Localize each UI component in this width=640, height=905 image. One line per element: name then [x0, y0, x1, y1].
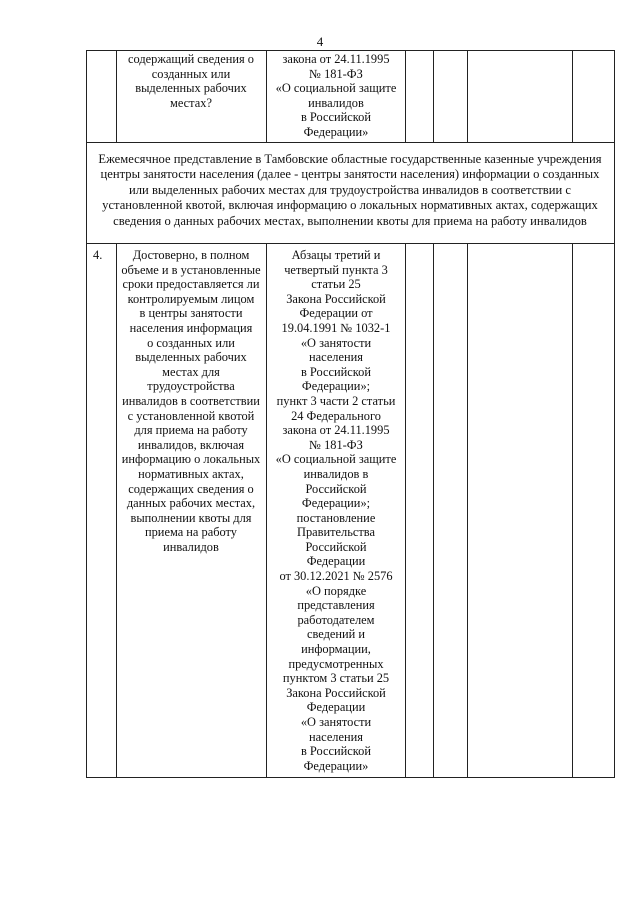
table-border: [614, 50, 615, 142]
row-number: 4.: [93, 248, 103, 262]
table-border: [116, 243, 117, 778]
table-border: [572, 50, 573, 142]
table-border: [572, 243, 573, 778]
table-border: [86, 243, 615, 244]
question-cell-continued: содержащий сведения о созданных или выделенных рабочих местах?: [128, 52, 254, 110]
table-border: [86, 243, 87, 778]
table-border: [266, 50, 267, 142]
table-border: [86, 50, 615, 51]
table-border: [86, 142, 615, 143]
legal-basis-cell: Абзацы третий и четвертый пункта 3 статьи 25 Закона Российской Федерации от 19.04.1991 № 1032-1 «О занятости населения в Российской Федерации»; пункт 3 части 2 статьи 24 Федерального закона от 24.11.1995 № 181-ФЗ «О социальной защите инвалидов в Российской Федерации»; постановление Правительства Российской Федерации от 30.12.2021 № 2576 «О порядке представления работодателем сведений и информации, предусмотренных пунктом 3 статьи 25 Закона Российской Федерации «О занятости населения в Российской Федерации»: [275, 248, 397, 773]
table-border: [266, 243, 267, 778]
table-border: [86, 50, 87, 142]
page-number: 4: [316, 34, 324, 49]
legal-basis-cell-continued: закона от 24.11.1995 № 181-ФЗ «О социальной защите инвалидов в Российской Федерации»: [275, 52, 397, 139]
table-border: [86, 777, 615, 778]
table-border: [405, 50, 406, 142]
table-border: [467, 50, 468, 142]
table-border: [614, 243, 615, 778]
section-heading: Ежемесячное представление в Тамбовские областные государственные казенные учреждения центры занятости населения (далее - центры занятости населения) информации о созданных или выделенных рабочих местах для трудоустройства инвалидов в соответствии с установленной квотой, включая информацию о локальных нормативных актах, содержащих сведения о данных рабочих местах, выполнении квоты для приема на работу инвалидов: [98, 152, 602, 228]
table-border: [433, 243, 434, 778]
table-border: [614, 142, 615, 243]
table-border: [433, 50, 434, 142]
table-border: [405, 243, 406, 778]
table-border: [467, 243, 468, 778]
table-border: [116, 50, 117, 142]
question-cell: Достоверно, в полном объеме и в установленные сроки предоставляется ли контролируемым лицом в центры занятости населения информация о созданных или выделенных рабочих местах для трудоустройства инвалидов в соответствии с установленной квотой для приема на работу инвалидов, включая информацию о локальных нормативных актах, содержащих сведения о данных рабочих местах, выполнении квоты для приема на работу инвалидов: [121, 248, 261, 554]
